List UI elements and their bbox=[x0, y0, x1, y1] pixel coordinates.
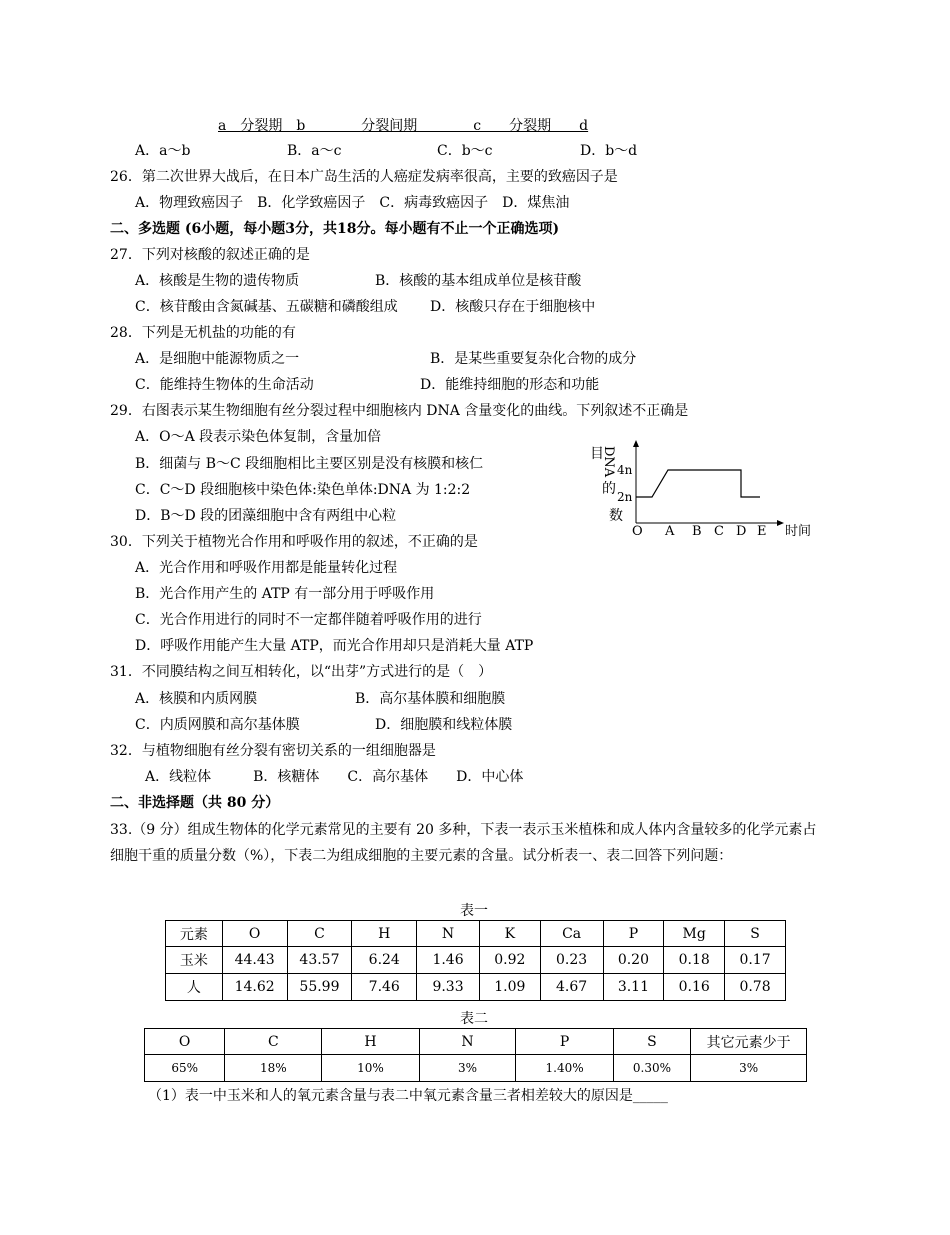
table-cell: 0.30% bbox=[613, 1055, 691, 1082]
table-cell: 18% bbox=[225, 1055, 322, 1082]
q27-option-b: B．核酸的基本组成单位是核苷酸 bbox=[375, 273, 582, 289]
y-label-char-3: 数 bbox=[609, 508, 623, 524]
q33-sub-question-1: （1）表一中玉米和人的氧元素含量与表二中氧元素含量三者相差较大的原因是_____ bbox=[148, 1088, 668, 1104]
q31-option-c: C．内质网膜和高尔基体膜 bbox=[135, 717, 300, 733]
x-tick-o: O bbox=[632, 524, 643, 539]
table-header-cell: O bbox=[145, 1029, 225, 1055]
q27-option-d: D．核酸只存在于细胞核中 bbox=[430, 299, 596, 315]
q32-options: A．线粒体 B．核糖体 C．高尔基体 D．中心体 bbox=[145, 769, 524, 785]
q30-stem: 30．下列关于植物光合作用和呼吸作用的叙述，不正确的是 bbox=[110, 534, 478, 550]
table-cell: 10% bbox=[322, 1055, 419, 1082]
q26-options: A．物理致癌因子 B．化学致癌因子 C．病毒致癌因子 D．煤焦油 bbox=[135, 195, 570, 211]
table-row bbox=[166, 947, 786, 974]
table-cell: 6.24 bbox=[352, 947, 417, 974]
q28-option-d: D．能维持细胞的形态和功能 bbox=[420, 377, 600, 393]
table-row bbox=[166, 974, 786, 1001]
y-label-char-1: 目 bbox=[590, 446, 604, 462]
table-cell: 0.20 bbox=[603, 947, 664, 974]
x-axis-label: 时间 bbox=[785, 524, 812, 539]
element-content-table-2 bbox=[144, 1028, 807, 1082]
q27-option-c: C．核苷酸由含氮碱基、五碳糖和磷酸组成 bbox=[135, 299, 398, 315]
table-cell: 1.40% bbox=[516, 1055, 613, 1082]
q29-stem: 29．右图表示某生物细胞有丝分裂过程中细胞核内 DNA 含量变化的曲线。下列叙述不正确是 bbox=[110, 403, 689, 419]
table-cell: 3% bbox=[691, 1055, 807, 1082]
table-cell: 44.43 bbox=[222, 947, 287, 974]
q28-option-a: A．是细胞中能源物质之一 bbox=[135, 351, 300, 367]
table-header-cell: S bbox=[613, 1029, 691, 1055]
q30-option-d: D．呼吸作用能产生大量 ATP，而光合作用却只是消耗大量 ATP bbox=[135, 638, 534, 654]
q30-option-c: C．光合作用进行的同时不一定都伴随着呼吸作用的进行 bbox=[135, 612, 482, 628]
y-axis-arrow bbox=[633, 440, 639, 447]
y-axis-label: DNA bbox=[601, 446, 616, 478]
q31-stem: 31．不同膜结构之间互相转化，以“出芽”方式进行的是（ ） bbox=[110, 664, 493, 680]
q29-option-d: D．B～D 段的团藻细胞中含有两组中心粒 bbox=[135, 508, 397, 524]
table-cell: 3.11 bbox=[603, 974, 664, 1001]
q25-option-d: D．b～d bbox=[580, 143, 638, 159]
q29-option-b: B．细菌与 B～C 段细胞相比主要区别是没有核膜和核仁 bbox=[135, 456, 484, 472]
table-cell: 9.33 bbox=[417, 974, 480, 1001]
table-header-cell: K bbox=[479, 921, 540, 947]
table-header-cell: O bbox=[222, 921, 287, 947]
division-timeline: a 分裂期 b 分裂间期 c 分裂期 d bbox=[218, 118, 589, 134]
q30-option-a: A．光合作用和呼吸作用都是能量转化过程 bbox=[135, 560, 398, 576]
q32-stem: 32．与植物细胞有丝分裂有密切关系的一组细胞器是 bbox=[110, 743, 436, 759]
x-tick-c: C bbox=[714, 524, 724, 539]
y-tick-4n: 4n bbox=[617, 463, 633, 477]
table-header-cell: 其它元素少于 bbox=[691, 1029, 807, 1055]
x-tick-a: A bbox=[665, 524, 675, 539]
table-cell: 0.17 bbox=[725, 947, 786, 974]
table-header-cell: C bbox=[225, 1029, 322, 1055]
table-header-cell: C bbox=[287, 921, 352, 947]
table-header-cell: Ca bbox=[540, 921, 603, 947]
table-cell: 0.16 bbox=[664, 974, 725, 1001]
x-tick-b: B bbox=[692, 524, 702, 539]
table-header-cell: S bbox=[725, 921, 786, 947]
dna-content-chart bbox=[585, 438, 825, 543]
element-content-table-1 bbox=[165, 920, 786, 1001]
x-tick-e: E bbox=[757, 524, 767, 539]
q29-option-c: C．C～D 段细胞核中染色体:染色单体:DNA 为 1:2:2 bbox=[135, 482, 471, 498]
table-cell: 0.92 bbox=[479, 947, 540, 974]
table-header-cell: N bbox=[417, 921, 480, 947]
y-label-char-2: 的 bbox=[602, 481, 616, 497]
table-header-cell: H bbox=[352, 921, 417, 947]
q28-option-b: B．是某些重要复杂化合物的成分 bbox=[430, 351, 637, 367]
table-cell: 人 bbox=[166, 974, 223, 1001]
q27-stem: 27．下列对核酸的叙述正确的是 bbox=[110, 247, 310, 263]
table-cell: 3% bbox=[419, 1055, 516, 1082]
table-cell: 玉米 bbox=[166, 947, 223, 974]
q28-option-c: C．能维持生物体的生命活动 bbox=[135, 377, 314, 393]
table-header-row bbox=[145, 1029, 807, 1055]
q31-option-d: D．细胞膜和线粒体膜 bbox=[375, 717, 513, 733]
table-header-row bbox=[166, 921, 786, 947]
q25-option-b: B．a～c bbox=[287, 143, 342, 159]
dna-curve bbox=[636, 470, 760, 497]
section-title-multiple-choice: 二、多选题 (6小题，每小题3分，共18分。每小题有不止一个正确选项) bbox=[110, 221, 560, 237]
table2-caption: 表二 bbox=[460, 1011, 488, 1027]
table-cell: 4.67 bbox=[540, 974, 603, 1001]
q28-stem: 28．下列是无机盐的功能的有 bbox=[110, 325, 296, 341]
y-tick-2n: 2n bbox=[617, 490, 633, 504]
table1-caption: 表一 bbox=[460, 903, 488, 919]
q30-option-b: B．光合作用产生的 ATP 有一部分用于呼吸作用 bbox=[135, 586, 435, 602]
x-axis-arrow bbox=[777, 520, 784, 526]
q25-option-a: A．a～b bbox=[135, 143, 191, 159]
q29-option-a: A．O～A 段表示染色体复制，含量加倍 bbox=[135, 429, 382, 445]
table-header-cell: 元素 bbox=[166, 921, 223, 947]
table-cell: 14.62 bbox=[222, 974, 287, 1001]
table-header-cell: H bbox=[322, 1029, 419, 1055]
table-header-cell: P bbox=[516, 1029, 613, 1055]
table-row bbox=[145, 1055, 807, 1082]
q31-option-a: A．核膜和内质网膜 bbox=[135, 691, 258, 707]
table-cell: 7.46 bbox=[352, 974, 417, 1001]
q33-intro-line1: 33.（9 分）组成生物体的化学元素常见的主要有 20 多种，下表一表示玉米植株和成人体内含量较多的化学元素占 bbox=[110, 822, 817, 838]
table-header-cell: Mg bbox=[664, 921, 725, 947]
table-cell: 65% bbox=[145, 1055, 225, 1082]
q26-stem: 26．第二次世界大战后，在日本广岛生活的人癌症发病率很高，主要的致癌因子是 bbox=[110, 169, 618, 185]
q31-option-b: B．高尔基体膜和细胞膜 bbox=[355, 691, 506, 707]
q27-option-a: A．核酸是生物的遗传物质 bbox=[135, 273, 300, 289]
table-cell: 0.18 bbox=[664, 947, 725, 974]
table-header-cell: N bbox=[419, 1029, 516, 1055]
table-cell: 55.99 bbox=[287, 974, 352, 1001]
table-cell: 1.09 bbox=[479, 974, 540, 1001]
table-header-cell: P bbox=[603, 921, 664, 947]
x-tick-d: D bbox=[736, 524, 747, 539]
table-cell: 1.46 bbox=[417, 947, 480, 974]
table-cell: 0.23 bbox=[540, 947, 603, 974]
q33-intro-line2: 细胞干重的质量分数（%），下表二为组成细胞的主要元素的含量。试分析表一、表二回答下列问题： bbox=[110, 848, 733, 864]
q25-option-c: C．b～c bbox=[437, 143, 493, 159]
section-title-non-choice: 二、非选择题（共 80 分） bbox=[110, 795, 280, 811]
table-cell: 43.57 bbox=[287, 947, 352, 974]
table-cell: 0.78 bbox=[725, 974, 786, 1001]
